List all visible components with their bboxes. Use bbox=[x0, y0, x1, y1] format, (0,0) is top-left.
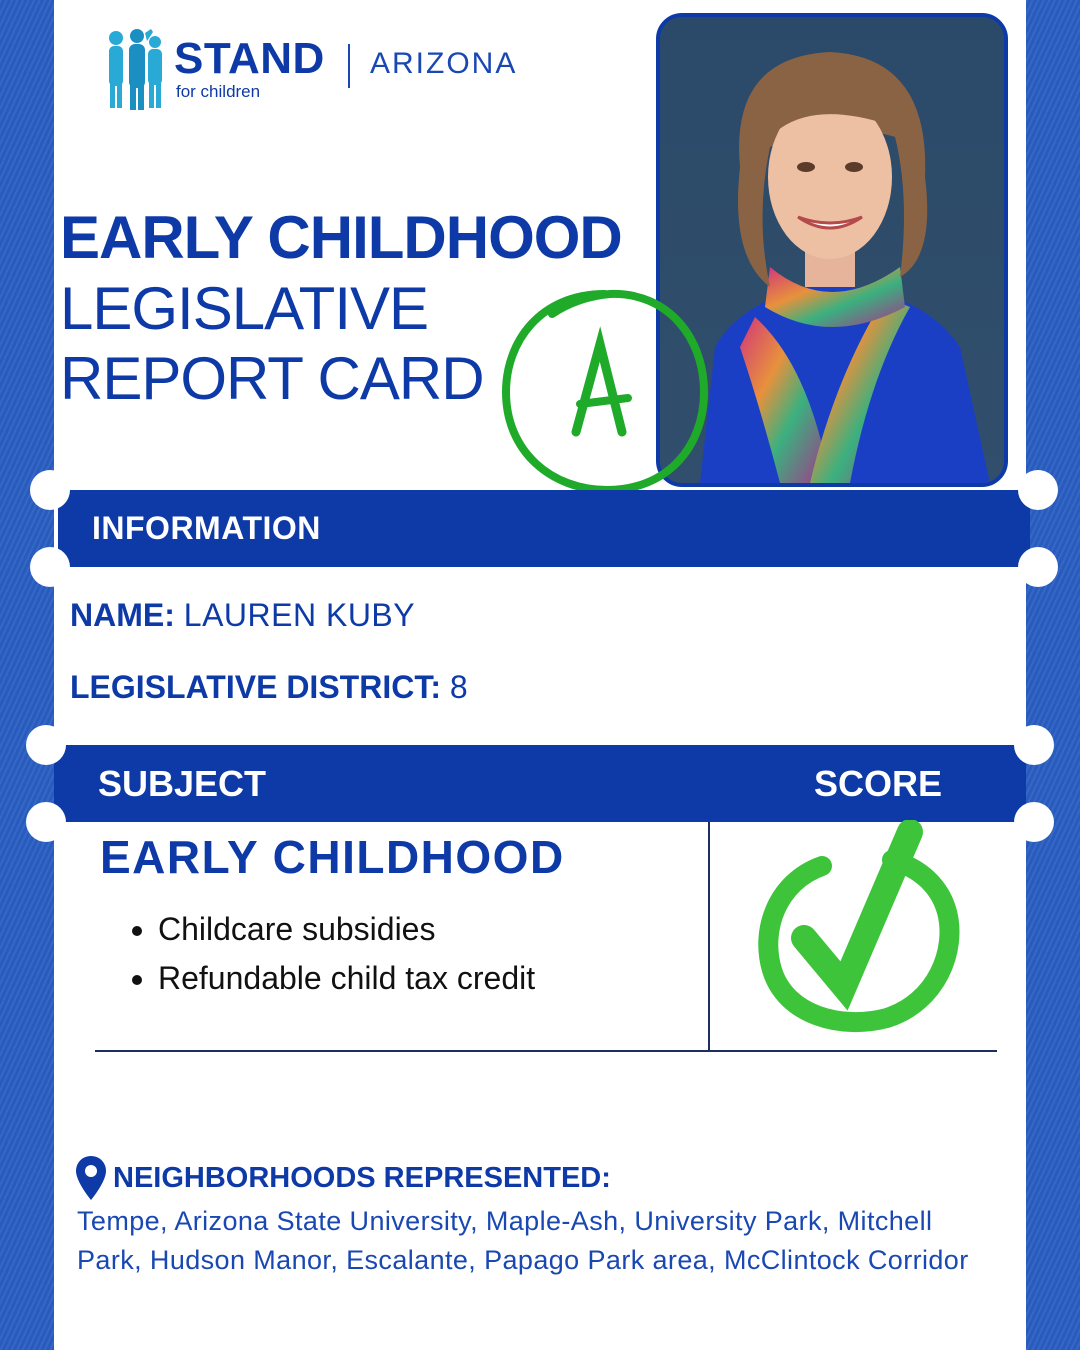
district-label: LEGISLATIVE DISTRICT: bbox=[70, 669, 441, 705]
title-line-3: REPORT CARD bbox=[60, 345, 484, 412]
name-value: LAUREN KUBY bbox=[183, 597, 416, 633]
grade-a-circle bbox=[492, 282, 718, 502]
map-pin-icon bbox=[76, 1156, 106, 1200]
name-row bbox=[70, 597, 415, 634]
district-row bbox=[70, 669, 468, 706]
family-silhouette-icon bbox=[104, 28, 170, 110]
brand-region: ARIZONA bbox=[370, 47, 518, 80]
brand-name: STAND bbox=[174, 34, 325, 83]
neighborhoods-list: Tempe, Arizona State University, Maple-Ash, University Park, Mitchell Park, Hudson Manor, Escalante, Papago Park area, McClintock Corridor bbox=[77, 1206, 969, 1275]
score-header: SCORE bbox=[814, 763, 943, 804]
information-banner bbox=[58, 490, 1030, 567]
title-line-1: EARLY CHILDHOOD bbox=[60, 204, 622, 271]
neighborhoods-heading: NEIGHBORHOODS REPRESENTED: bbox=[113, 1162, 611, 1194]
table-bottom-rule bbox=[95, 1050, 997, 1052]
stand-for-children-logo bbox=[104, 28, 534, 110]
list-item: • Childcare subsidies bbox=[158, 905, 535, 954]
subject-title: EARLY CHILDHOOD bbox=[100, 831, 565, 883]
title-line-2: LEGISLATIVE bbox=[60, 275, 429, 342]
information-heading: INFORMATION bbox=[92, 510, 321, 546]
subject-header: SUBJECT bbox=[98, 763, 267, 804]
subject-item-list bbox=[128, 905, 535, 1003]
list-item: • Refundable child tax credit bbox=[158, 954, 535, 1003]
grade-letter: A bbox=[604, 482, 606, 483]
district-value: 8 bbox=[449, 669, 469, 705]
logo-divider bbox=[348, 44, 350, 88]
table-column-divider bbox=[708, 822, 710, 1052]
check-circle-icon bbox=[752, 820, 964, 1036]
brand-tagline: for children bbox=[176, 82, 261, 101]
subject-score-banner bbox=[54, 745, 1026, 822]
name-label: NAME: bbox=[70, 597, 175, 633]
